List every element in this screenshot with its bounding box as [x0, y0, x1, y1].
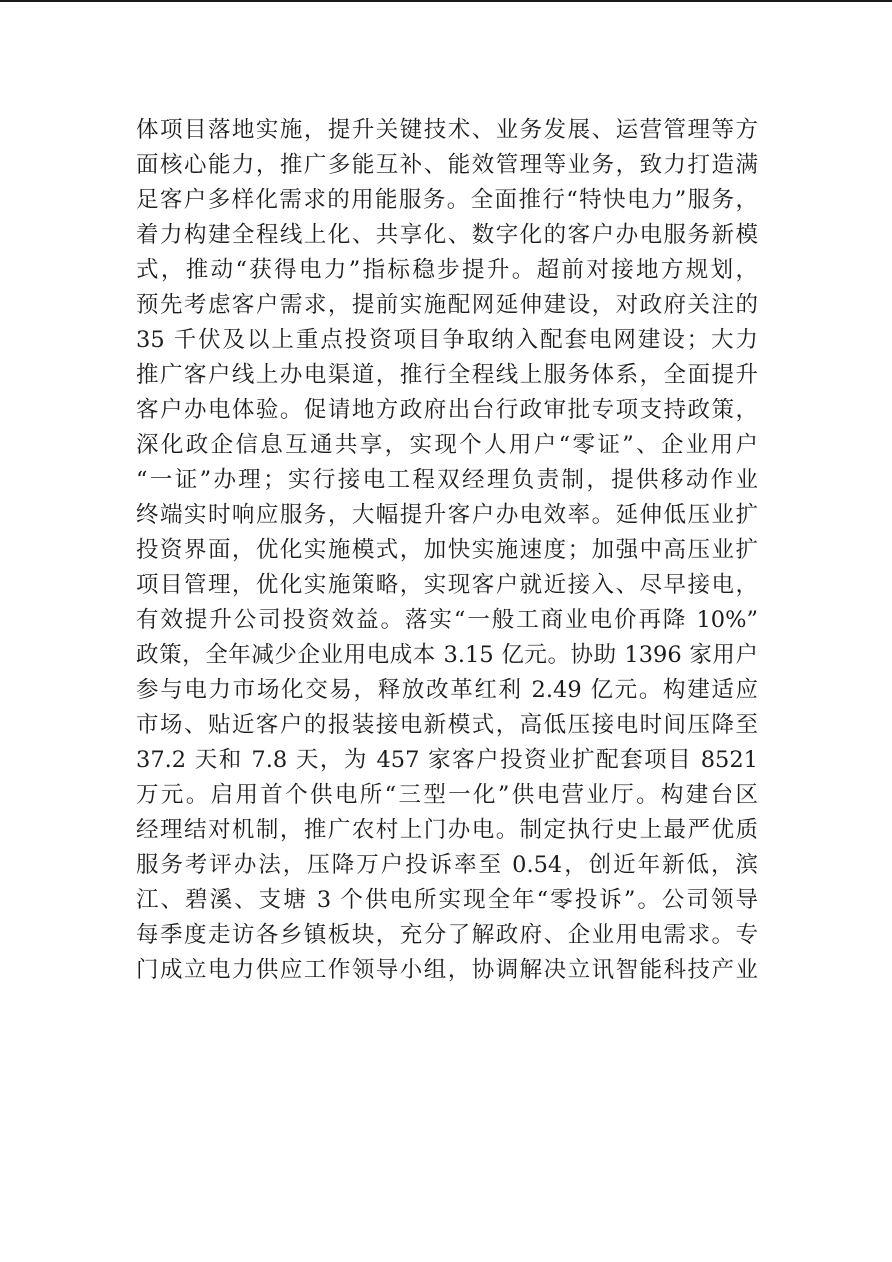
body-text-line: 投资界面，优化实施模式，加快实施速度；加强中高压业扩 [136, 537, 758, 563]
body-text-line: 服务考评办法，压降万户投诉率至 0.54，创近年新低，滨 [136, 852, 758, 878]
body-text-line: 万元。启用首个供电所“三型一化”供电营业厅。构建台区 [136, 782, 758, 808]
body-text-line: 经理结对机制，推广农村上门办电。制定执行史上最严优质 [136, 817, 758, 843]
body-text-line: 项目管理，优化实施策略，实现客户就近接入、尽早接电， [136, 572, 758, 598]
body-text-line: 着力构建全程线上化、共享化、数字化的客户办电服务新模 [136, 222, 758, 248]
body-text-line: 深化政企信息互通共享，实现个人用户“零证”、企业用户 [136, 432, 758, 458]
body-text-line: 有效提升公司投资效益。落实“一般工商业电价再降 10%” [136, 607, 758, 633]
body-text-line: 市场、贴近客户的报装接电新模式，高低压接电时间压降至 [136, 712, 758, 738]
body-text-line: 江、碧溪、支塘 3 个供电所实现全年“零投诉”。公司领导 [136, 887, 758, 913]
body-text-line: 足客户多样化需求的用能服务。全面推行“特快电力”服务， [136, 187, 758, 213]
body-text-line: 客户办电体验。促请地方政府出台行政审批专项支持政策， [136, 397, 758, 423]
body-text-line: 预先考虑客户需求，提前实施配网延伸建设，对政府关注的 [136, 292, 758, 318]
body-text-line: 参与电力市场化交易，释放改革红利 2.49 亿元。构建适应 [136, 677, 758, 703]
body-text-line: 面核心能力，推广多能互补、能效管理等业务，致力打造满 [136, 152, 758, 178]
body-text-line: “一证”办理；实行接电工程双经理负责制，提供移动作业 [136, 467, 758, 493]
body-text-line: 终端实时响应服务，大幅提升客户办电效率。延伸低压业扩 [136, 502, 758, 528]
body-text-line: 政策，全年减少企业用电成本 3.15 亿元。协助 1396 家用户 [136, 642, 758, 668]
body-text-line: 式，推动“获得电力”指标稳步提升。超前对接地方规划， [136, 257, 758, 283]
body-text-line: 37.2 天和 7.8 天，为 457 家客户投资业扩配套项目 8521 [136, 747, 758, 773]
body-text-line: 门成立电力供应工作领导小组，协调解决立讯智能科技产业 [136, 957, 758, 983]
body-text-line: 35 千伏及以上重点投资项目争取纳入配套电网建设；大力 [136, 327, 758, 353]
body-text-line: 推广客户线上办电渠道，推行全程线上服务体系，全面提升 [136, 362, 758, 388]
body-text-line: 体项目落地实施，提升关键技术、业务发展、运营管理等方 [136, 117, 758, 143]
body-text-line: 每季度走访各乡镇板块，充分了解政府、企业用电需求。专 [136, 922, 758, 948]
